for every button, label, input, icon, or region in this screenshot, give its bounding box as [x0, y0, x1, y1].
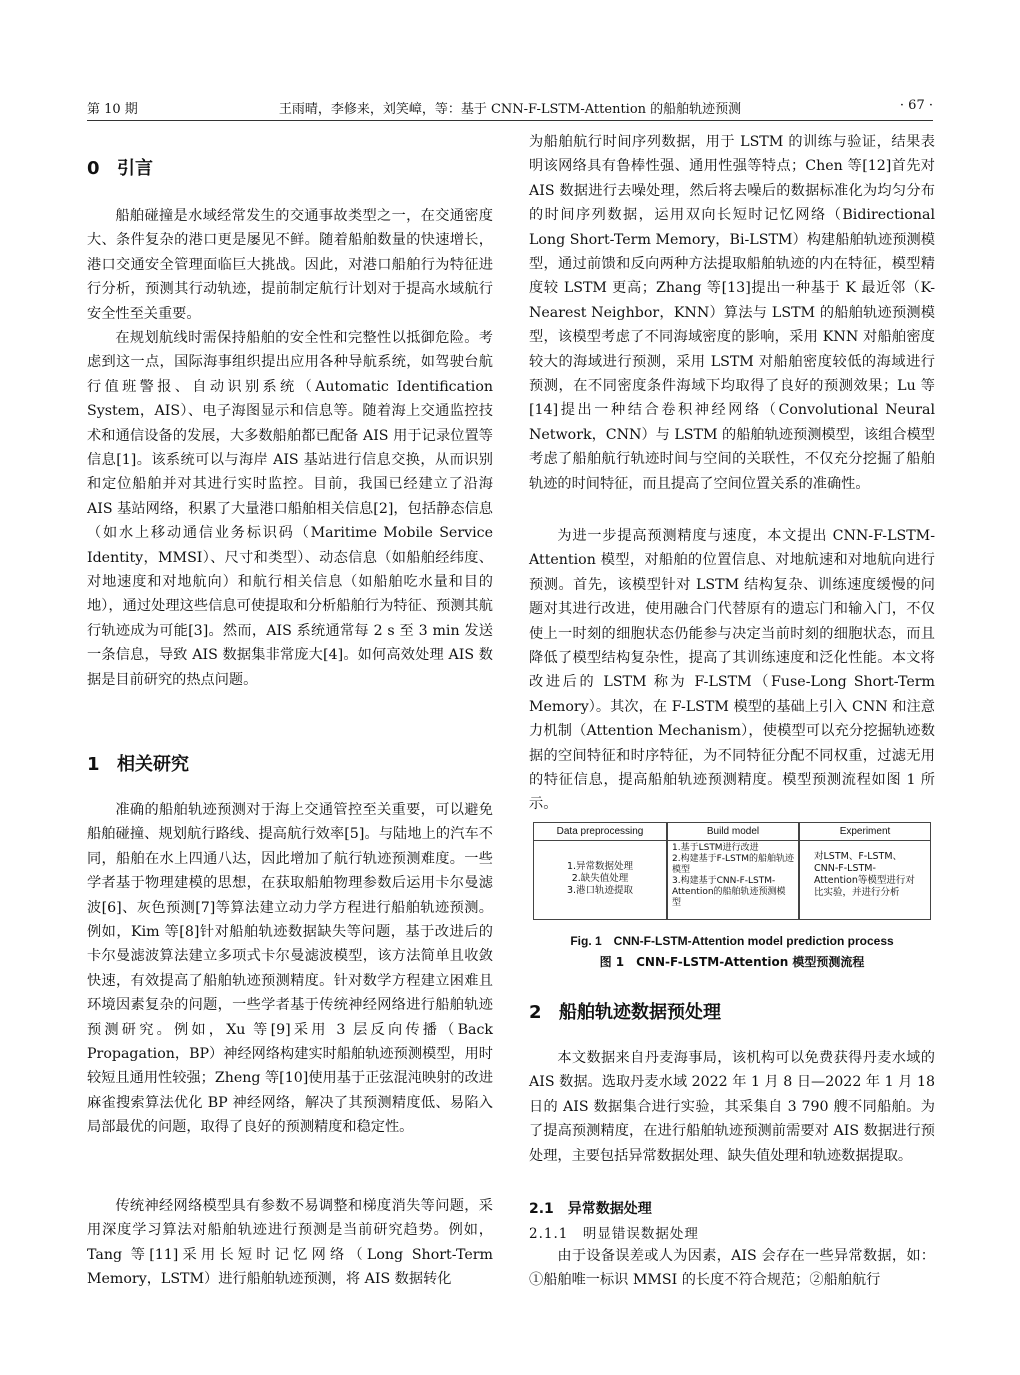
- issue-number: 第 10 期: [87, 102, 138, 117]
- paragraph: 本文数据来自丹麦海事局，该机构可以免费获得丹麦水域的 AIS 数据。选取丹麦水域 2022 年 1 月 8 日—2022 年 1 月 18 日的 AIS 数据集合进行实验，其采集自 3 790 艘不同船舶。为了提高预测精度，在进行船舶轨迹预测前需要对 AIS 数据进行预处理，主要包括异常数据处理、缺失值处理和轨迹数据提取。: [529, 1050, 935, 1164]
- running-title: 王雨晴，李修来，刘笑嶂，等：基于 CNN-F-LSTM-Attention 的船舶轨迹预测: [278, 102, 742, 117]
- paragraph: 传统神经网络模型具有参数不易调整和梯度消失等问题，采用深度学习算法对船舶轨迹进行预测是当前研究趋势。例如，Tang 等[11]采用长短时记忆网络（Long Short-Term Memory，LSTM）进行船舶轨迹预测，将 AIS 数据转化: [87, 1198, 493, 1288]
- paragraph: 在规划航线时需保持船舶的安全性和完整性以抵御危险。考虑到这一点，国际海事组织提出应用各种导航系统，如驾驶台航行值班警报、自动识别系统（Automatic Identification System，AIS）、电子海图显示和信息等。随着海上交通监控技术和通信设备的发展，大多数船舶都已配备 AIS 用于记录位置等信息[1]。该系统可以与海岸 AIS 基站进行信息交换，从而识别和定位船舶并对其进行实时监控。目前，我国已经建立了沿海 AIS 基站网络，积累了大量港口船舶相关信息[2]，包括静态信息（如水上移动通信业务标识码（Maritime Mobile Service Identity，MMSI）、尺寸和类型）、动态信息（如船舶经纬度、对地速度和对地航向）和航行相关信息（如船舶吃水量和目的地），通过处理这些信息可使提取和分析船舶行为特征、预测其航行轨迹成为可能[3]。然而，AIS 系统通常每 2 s 至 3 min 发送一条信息，导致 AIS 数据集非常庞大[4]。如何高效处理 AIS 数据是目前研究的热点问题。: [87, 330, 493, 688]
- paragraph: 船舶碰撞是水域经常发生的交通事故类型之一，在交通密度大、条件复杂的港口更是屡见不鲜。随着船舶数量的快速增长，港口交通安全管理面临巨大挑战。因此，对港口船舶行为特征进行分析，预测其行动轨迹，提前制定航行计划对于提高水域航行安全性至关重要。: [87, 208, 493, 322]
- figure-box-build-model: Build model 1.基于LSTM进行改进 2.构建基于F-LSTM的船舶轨迹模型 3.构建基于CNN-F-LSTM-Attention的船舶轨迹预测模型: [667, 822, 799, 920]
- page-number: · 67 ·: [899, 98, 933, 113]
- section-heading-0: 0 引言: [87, 158, 153, 179]
- page-header: [87, 96, 933, 118]
- paragraph: 为进一步提高预测精度与速度，本文提出 CNN-F-LSTM-Attention 模型，对船舶的位置信息、对地航速和对地航向进行预测。首先，该模型针对 LSTM 结构复杂、训练速度缓慢的问题对其进行改进，使用融合门代替原有的遗忘门和输入门，不仅使上一时刻的细胞状态仍能参与决定当前时刻的细胞状态，而且降低了模型结构复杂性，提高了其训练速度和泛化性能。本文将改进后的 LSTM 称为 F-LSTM（Fuse-Long Short-Term Memory）。其次，在 F-LSTM 模型的基础上引入 CNN 和注意力机制（Attention Mechanism），使模型可以充分挖掘轨迹数据的空间特征和时序特征，为不同特征分配不同权重，过滤无用的特征信息，提高船舶轨迹预测精度。模型预测流程如图 1 所示。: [529, 528, 935, 813]
- figure-caption-en: Fig. 1 CNN-F-LSTM-Attention model prediction process: [570, 934, 894, 948]
- figure-caption-zh: 图 1 CNN-F-LSTM-Attention 模型预测流程: [599, 955, 865, 969]
- paragraph: 由于设备误差或人为因素，AIS 会存在一些异常数据，如：①船舶唯一标识 MMSI 的长度不符合规范；②船舶航行: [529, 1248, 935, 1289]
- figure-1: [533, 822, 931, 920]
- section-heading-2: 2 船舶轨迹数据预处理: [529, 1002, 721, 1023]
- figure-box-data-preprocessing: Data preprocessing 1.异常数据处理 2.缺失值处理 3.港口轨迹提取: [533, 822, 667, 920]
- section-heading-1: 1 相关研究: [87, 754, 189, 775]
- subsubsection-heading: 2.1.1 明显错误数据处理: [529, 1226, 699, 1242]
- subsection-heading: 2.1 异常数据处理: [529, 1201, 652, 1217]
- header-rule: [87, 120, 933, 121]
- paragraph: 准确的船舶轨迹预测对于海上交通管控至关重要，可以避免船舶碰撞、规划航行路线、提高航行效率[5]。与陆地上的汽车不同，船舶在水上四通八达，因此增加了航行轨迹预测难度。一些学者基于物理建模的思想，在获取船舶物理参数后运用卡尔曼滤波[6]、灰色预测[7]等算法建立动力学方程进行船舶轨迹预测。例如，Kim 等[8]针对船舶轨迹数据缺失等问题，基于改进后的卡尔曼滤波算法建立多项式卡尔曼滤波模型，该方法简单且收敛快速，有效提高了船舶轨迹预测精度。针对数学方程建立困难且环境因素复杂的问题，一些学者基于传统神经网络进行船舶轨迹预测研究。例如，Xu 等[9]采用 3 层反向传播（Back Propagation，BP）神经网络构建实时船舶轨迹预测模型，用时较短且通用性较强；Zheng 等[10]使用基于正弦混沌映射的改进麻雀搜索算法优化 BP 神经网络，解决了其预测精度低、易陷入局部最优的问题，取得了良好的预测精度和稳定性。: [87, 802, 493, 1136]
- paragraph: 为船舶航行时间序列数据，用于 LSTM 的训练与验证，结果表明该网络具有鲁棒性强、通用性强等特点；Chen 等[12]首先对 AIS 数据进行去噪处理，然后将去噪后的数据标准化为均匀分布的时间序列数据，运用双向长短时记忆网络（Bidirectional Long Short-Term Memory，Bi-LSTM）构建船舶轨迹预测模型，通过前馈和反向两种方法提取船舶轨迹的内在特征，模型精度较 LSTM 更高；Zhang 等[13]提出一种基于 K 最近邻（K-Nearest Neighbor，KNN）算法与 LSTM 的船舶轨迹预测模型，该模型考虑了不同海域密度的影响，采用 KNN 对船舶密度较大的海域进行预测，采用 LSTM 对船舶密度较低的海域进行预测，在不同密度条件海域下均取得了良好的预测效果；Lu 等[14]提出一种结合卷积神经网络（Convolutional Neural Network，CNN）与 LSTM 的船舶轨迹预测模型，该组合模型考虑了船舶航行轨迹时间与空间的关联性，不仅充分挖掘了船舶轨迹的时间特征，而且提高了空间位置关系的准确性。: [529, 134, 935, 492]
- figure-box-experiment: Experiment 对LSTM、F-LSTM、CNN-F-LSTM-Attention等模型进行对比实验，并进行分析: [799, 822, 931, 920]
